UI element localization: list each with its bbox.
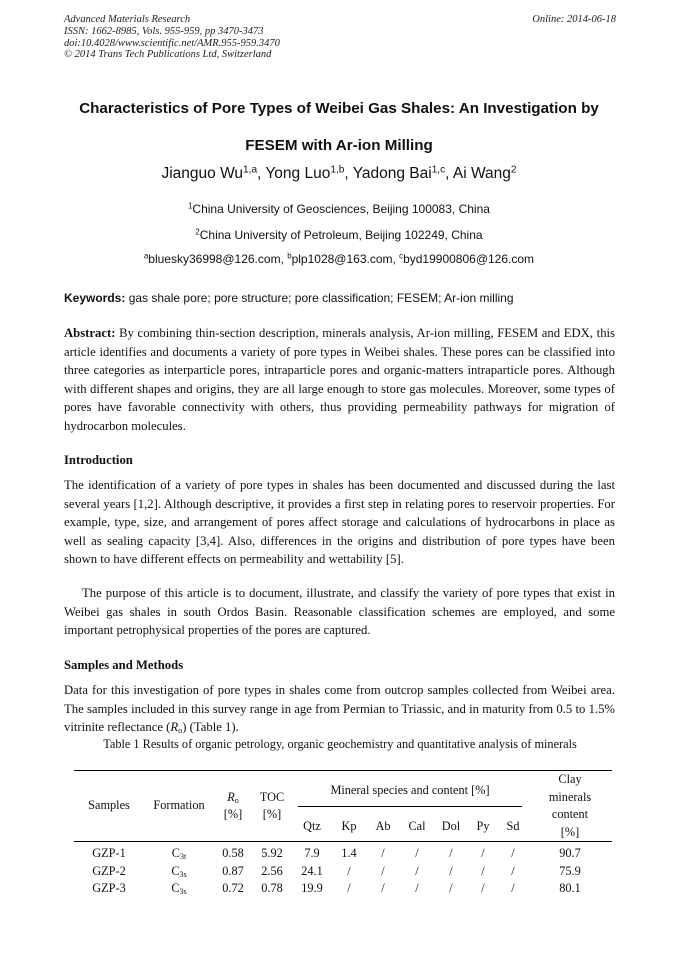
email-address[interactable]: plp1028@163.com, bbox=[291, 252, 400, 266]
cell-mineral: / bbox=[381, 846, 385, 860]
cell-mineral: / bbox=[511, 863, 515, 878]
affiliation-text: China University of Geosciences, Beijing 100083, China bbox=[192, 202, 490, 216]
header-formation: Formation bbox=[153, 798, 205, 813]
author-list bbox=[0, 165, 678, 183]
header-clay-line: [%] bbox=[560, 824, 580, 839]
email-mark: a bbox=[143, 251, 149, 261]
affiliation-mark: 2 bbox=[195, 227, 200, 237]
author-name: Yadong Bai bbox=[352, 165, 432, 182]
cell-mineral: 1.4 bbox=[341, 846, 357, 860]
cell-mineral: / bbox=[449, 846, 453, 860]
table-row bbox=[74, 880, 612, 898]
results-table bbox=[74, 770, 612, 898]
cell-sample: GZP-3 bbox=[92, 881, 126, 895]
methods-text-end: ) (Table 1). bbox=[182, 720, 239, 734]
header-toc bbox=[252, 771, 292, 842]
header-clay-line: Clay bbox=[558, 772, 582, 786]
header-mineral: Cal bbox=[408, 818, 426, 833]
formation-symbol: C bbox=[171, 863, 180, 878]
header-ro-subscript: o bbox=[234, 795, 239, 805]
cell-mineral: / bbox=[481, 881, 485, 895]
cell-mineral: / bbox=[415, 846, 419, 860]
journal-header bbox=[64, 14, 280, 61]
affiliation-2 bbox=[0, 228, 678, 242]
email-list bbox=[0, 252, 678, 266]
header-mineral: Qtz bbox=[303, 818, 321, 833]
introduction-paragraph-1: The identification of a variety of pore types in shales has been documented and discussed during the last several years [1,2]. Although descriptive, it provides a first step in relating pores to reservoir properties. For example, type, size, and arrangement of pores affect storage and calculations of hydrocarbons in place as well as sealing capacity [3,4]. Also, differences in the origins and distribution of pore types have been shown to have different effects on permeability and wettability [5]. bbox=[64, 478, 615, 566]
header-mineral: Ab bbox=[375, 818, 391, 833]
cell-clay: 90.7 bbox=[559, 846, 581, 860]
introduction-heading: Introduction bbox=[64, 453, 133, 467]
header-ro-unit: [%] bbox=[223, 807, 243, 821]
header-mineral-group bbox=[292, 771, 528, 816]
table-row bbox=[74, 842, 612, 863]
header-clay-line: minerals bbox=[548, 789, 592, 804]
email-mark: b bbox=[287, 251, 292, 261]
cell-mineral: / bbox=[449, 881, 453, 895]
table-row bbox=[74, 863, 612, 881]
formation-subscript: 3s bbox=[179, 869, 187, 879]
author-affiliation-mark: 2 bbox=[510, 164, 517, 176]
cell-mineral: / bbox=[347, 881, 351, 895]
cell-mineral: / bbox=[511, 846, 515, 860]
title-line-1: Characteristics of Pore Types of Weibei Gas Shales: An Investigation by bbox=[79, 100, 599, 117]
methods-paragraph bbox=[64, 681, 615, 737]
online-date: Online: 2014-06-18 bbox=[532, 14, 616, 25]
cell-mineral: / bbox=[511, 881, 515, 895]
author-separator: , bbox=[257, 165, 266, 182]
affiliation-1 bbox=[0, 202, 678, 216]
cell-toc: 0.78 bbox=[261, 881, 283, 895]
header-ro bbox=[214, 771, 252, 842]
header-mineral: Kp bbox=[341, 818, 357, 833]
header-ro-symbol: R bbox=[227, 789, 235, 804]
cell-clay: 80.1 bbox=[559, 881, 581, 895]
cell-ro: 0.58 bbox=[222, 846, 244, 860]
table-caption: Table 1 Results of organic petrology, organic geochemistry and quantitative analysis of minerals bbox=[103, 737, 577, 751]
cell-formation bbox=[144, 863, 214, 881]
author-separator: , bbox=[445, 165, 453, 182]
cell-toc: 2.56 bbox=[261, 863, 283, 878]
header-toc-unit: [%] bbox=[262, 807, 282, 821]
cell-mineral: / bbox=[347, 863, 351, 878]
cell-mineral: / bbox=[449, 863, 453, 878]
cell-mineral: / bbox=[381, 863, 385, 878]
abstract-label: Abstract: bbox=[64, 326, 116, 340]
cell-sample: GZP-1 bbox=[92, 846, 126, 860]
title-line-2: FESEM with Ar-ion Milling bbox=[245, 137, 433, 154]
keywords bbox=[64, 291, 624, 305]
cell-mineral: 7.9 bbox=[304, 846, 320, 860]
keywords-text: gas shale pore; pore structure; pore classification; FESEM; Ar-ion milling bbox=[125, 291, 514, 305]
header-mineral-group-label: Mineral species and content [%] bbox=[298, 782, 522, 807]
paper-title bbox=[40, 90, 638, 164]
cell-formation bbox=[144, 842, 214, 863]
cell-ro: 0.87 bbox=[222, 863, 244, 878]
cell-clay: 75.9 bbox=[559, 863, 581, 878]
header-clay bbox=[528, 771, 612, 842]
header-mineral: Dol bbox=[441, 818, 461, 833]
author-affiliation-mark: 1,a bbox=[243, 164, 258, 176]
cell-toc: 5.92 bbox=[261, 846, 283, 860]
affiliation-mark: 1 bbox=[188, 201, 193, 211]
keywords-label: Keywords: bbox=[64, 291, 126, 305]
author-name: Ai Wang bbox=[452, 165, 511, 182]
cell-mineral: / bbox=[381, 881, 385, 895]
cell-formation bbox=[144, 880, 214, 898]
email-address[interactable]: byd19900806@126.com bbox=[403, 252, 535, 266]
header-mineral: Py bbox=[476, 818, 490, 833]
header-toc-label: TOC bbox=[259, 789, 285, 804]
methods-text: Data for this investigation of pore types in shales come from outcrop samples collected from Weibei area. The samples included in this survey range in age from Permian to Triassic, and in maturity from 0.5 to 1.5% vitrinite reflectance ( bbox=[64, 683, 615, 734]
email-address[interactable]: bluesky36998@126.com, bbox=[148, 252, 288, 266]
journal-issn: ISSN: 1662-8985, Vols. 955-959, pp 3470-3473 bbox=[64, 25, 264, 37]
ro-subscript: o bbox=[178, 726, 183, 736]
formation-subscript: 3s bbox=[179, 886, 187, 896]
cell-ro: 0.72 bbox=[222, 881, 244, 895]
formation-symbol: C bbox=[171, 881, 180, 895]
abstract-text: By combining thin-section description, minerals analysis, Ar-ion milling, FESEM and EDX, this article identifies and documents a variety of pore types in Weibei shales. These pores can be classified into three categories as interparticle pores, intraparticle pores and organic-matters intraparticle pores. Although with different shapes and origins, they are all large enough to store gas molecules. Moreover, some types of pores have favorable connectivity with others, thus providing permeability pathways for migration of hydrocarbon molecules. bbox=[64, 326, 615, 433]
author-name: Jianguo Wu bbox=[161, 165, 244, 182]
journal-doi[interactable]: doi:10.4028/www.scientific.net/AMR.955-959.3470 bbox=[64, 37, 280, 49]
header-samples: Samples bbox=[88, 798, 130, 813]
abstract bbox=[64, 324, 615, 435]
author-separator: , bbox=[344, 165, 353, 182]
journal-name: Advanced Materials Research bbox=[64, 14, 191, 25]
cell-mineral: / bbox=[415, 863, 419, 878]
author-affiliation-mark: 1,c bbox=[431, 164, 446, 176]
header-mineral: Sd bbox=[506, 818, 520, 833]
ro-symbol: R bbox=[170, 720, 179, 734]
cell-mineral: / bbox=[415, 881, 419, 895]
introduction-paragraph-2: The purpose of this article is to document, illustrate, and classify the variety of pore types that exist in Weibei gas shales in south Ordos Basin. Reasonable classification schemes are employed, and some important petrophysical properties of the pores are captured. bbox=[64, 586, 615, 637]
affiliation-text: China University of Petroleum, Beijing 102249, China bbox=[199, 228, 483, 242]
email-mark: c bbox=[399, 251, 404, 261]
author-name: Yong Luo bbox=[265, 165, 331, 182]
journal-copyright: © 2014 Trans Tech Publications Ltd, Switzerland bbox=[64, 49, 272, 61]
formation-subscript: 3t bbox=[179, 851, 187, 861]
cell-mineral: 24.1 bbox=[301, 863, 323, 878]
cell-mineral: 19.9 bbox=[301, 881, 323, 895]
cell-mineral: / bbox=[481, 863, 485, 878]
author-affiliation-mark: 1,b bbox=[330, 164, 345, 176]
header-clay-line: content bbox=[551, 807, 589, 821]
cell-sample: GZP-2 bbox=[92, 863, 126, 878]
cell-mineral: / bbox=[481, 846, 485, 860]
methods-heading: Samples and Methods bbox=[64, 658, 184, 672]
formation-symbol: C bbox=[171, 846, 180, 860]
